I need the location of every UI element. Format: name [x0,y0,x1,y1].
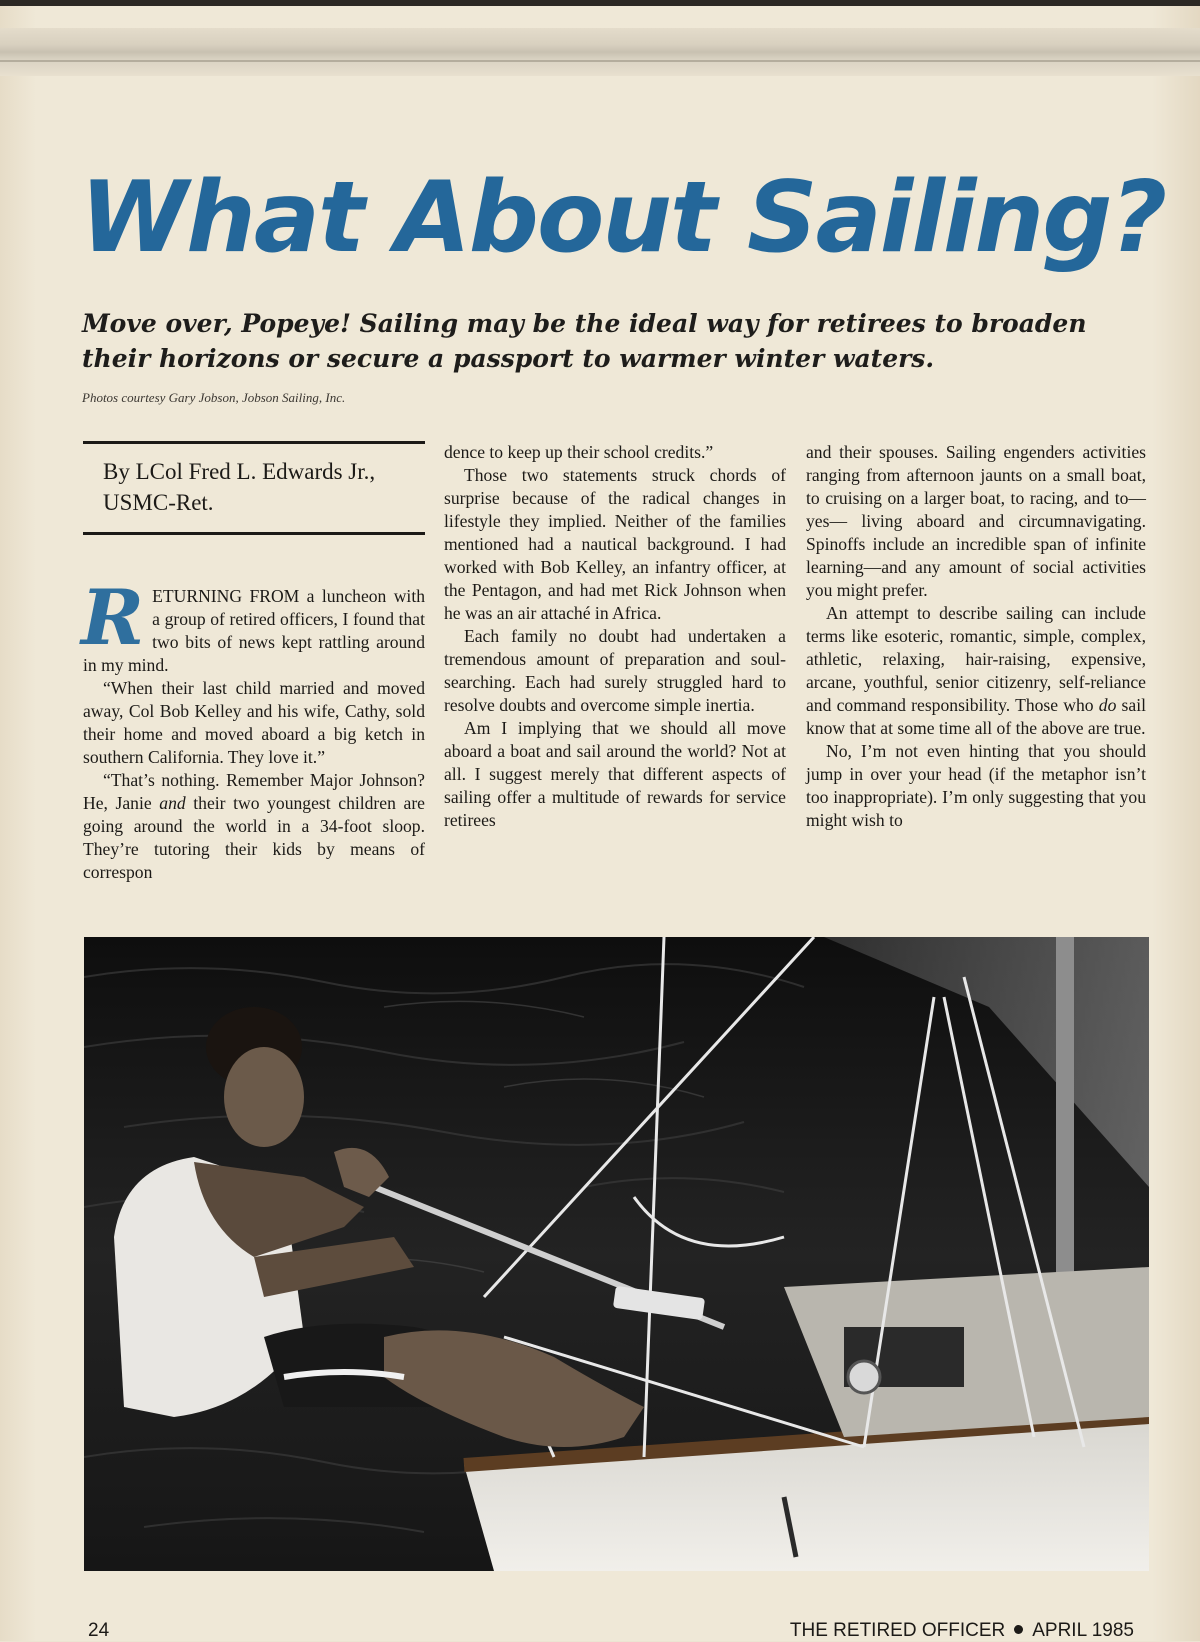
byline-rule-bottom [83,532,425,535]
bullet-separator [1014,1625,1023,1634]
page-top-edge [0,0,1200,6]
issue-date: APRIL 1985 [1032,1620,1134,1641]
paragraph-text: “That’s nothing. Remember Major Johnson? He, Janie [83,770,425,813]
lead-text: ETURNING FROM a luncheon with a group of retired officers, I found that two bits of news kept rattling around in my mind. [83,586,425,675]
photo-credit: Photos courtesy Gary Jobson, Jobson Sailing, Inc. [82,390,346,405]
paragraph: Those two statements struck chords of surprise because of the radical changes in lifestyle they implied. Neither of the families mentioned had a nautical background. I had worked with Bob Kelley, an infantry officer, at the Pentagon, and had met Rick Johnson when he was an air attaché in Africa. [444,465,786,623]
byline-rank: USMC-Ret. [103,490,214,515]
publication-name: THE RETIRED OFFICER [789,1620,1006,1641]
sailing-photo-illustration [84,937,1149,1571]
paragraph: “When their last child married and moved away, Col Bob Kelley and his wife, Cathy, sold their home and moved aboard a big ketch in southern California. They love it.” [83,678,425,767]
paragraph-continued: dence to keep up their school credits.” [444,442,714,462]
byline-author: By LCol Fred L. Edwards Jr., [103,459,376,484]
article-deck: Move over, Popeye! Sailing may be the ideal way for retirees to broaden their horizons or secure a passport to warmer winter waters. [82,309,1087,373]
running-footer [790,1620,1134,1642]
paragraph: Each family no doubt had undertaken a tremendous amount of preparation and soul-searching. Each had surely struggled hard to resolve doubts and overcome simple inertia. [444,626,786,715]
paragraph-text: sail know that at some time all of the above are true. [806,695,1146,738]
sailing-photo [84,937,1149,1571]
emphasis-text: and [159,793,186,813]
byline-rule-top [83,441,425,444]
drop-cap: R [81,573,145,662]
paragraph: Am I implying that we should all move aboard a boat and sail around the world? Not at all. I suggest merely that different aspects of sailing offer a multitude of rewards for service retirees [444,718,786,830]
paragraph: No, I’m not even hinting that you should jump in over your head (if the metaphor isn’t too inappropriate). I’m only suggesting that you might wish to [806,741,1146,830]
lead-paragraph [81,573,425,677]
byline [83,456,425,518]
article-headline: What About Sailing? [80,161,1166,275]
emphasis-text: do [1098,695,1117,715]
page-number: 24 [88,1620,110,1641]
paragraph [806,602,1146,740]
paragraph-text: An attempt to describe sailing can include terms like esoteric, romantic, simple, complex, athletic, relaxing, hair-raising, expensive, arcane, youthful, senior citizenry, self-reliance and command responsibility. Those who [806,603,1146,715]
text-column-3 [806,441,1146,832]
page-fold-line [0,60,1200,62]
text-column-1 [83,441,425,884]
text-column-2 [444,441,786,832]
paragraph-text: their two youngest children are going around the world in a 34-foot sloop. They’re tutoring their kids by means of correspon [83,793,425,882]
paragraph-continued: and their spouses. Sailing engenders activities ranging from afternoon jaunts on a small boat, to cruising on a larger boat, to racing, and to—yes— living aboard and circumnavigating. Spinoffs include an incredible span of infinite learning—and any amount of social activities you might prefer. [806,442,1146,600]
paragraph [83,769,425,884]
page-fold-band [0,28,1200,76]
